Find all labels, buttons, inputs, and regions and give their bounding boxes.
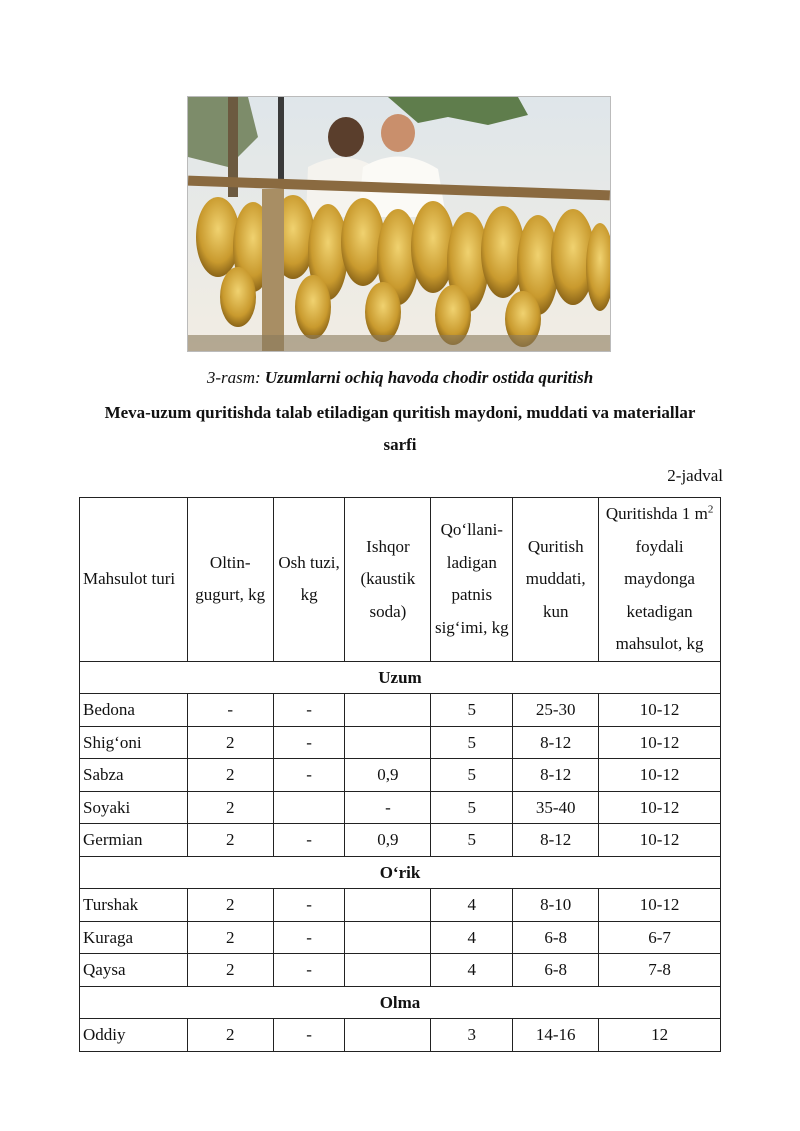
- header-row: [80, 498, 721, 662]
- figure-number: 3-rasm:: [206, 368, 261, 387]
- col-header-yield-per-m2: Quritishda 1 $m^2$ foydali maydonga ketadigan mahsulot, kg: [599, 498, 721, 662]
- col-header-alkali: Ishqor (kaustik soda): [345, 498, 431, 662]
- table-title: Meva-uzum quritishda talab etiladigan quritish maydoni, muddati va materiallar sarfi: [104, 403, 696, 454]
- table-row: Bedona - - 5 25-30 10-12: [80, 694, 721, 727]
- col-header-salt: Osh tuzi, kg: [273, 498, 345, 662]
- drying-table: [79, 497, 721, 1052]
- group-row-orik: [80, 856, 721, 889]
- group-label: O‘rik: [80, 856, 721, 889]
- photo-grapes-drying: [187, 96, 611, 352]
- table-row: Germian 2 - 0,9 5 8-12 10-12: [80, 824, 721, 857]
- table-row: Oddiy 2 - 3 14-16 12: [80, 1019, 721, 1052]
- table-row: Shig‘oni 2 - 5 8-12 10-12: [80, 726, 721, 759]
- group-label: Uzum: [80, 661, 721, 694]
- col-header-sulfur: Oltin-gugurt, kg: [187, 498, 273, 662]
- col-header-product: Mahsulot turi: [80, 498, 188, 662]
- figure-title: Uzumlarni ochiq havoda chodir ostida quritish: [264, 368, 594, 387]
- table-number: 2-jadval: [667, 466, 723, 485]
- group-label: Olma: [80, 986, 721, 1019]
- figure-caption: [0, 368, 800, 388]
- col-header-drying-time: Quritish muddati, kun: [513, 498, 599, 662]
- group-row-uzum: [80, 661, 721, 694]
- table-row: Sabza 2 - 0,9 5 8-12 10-12: [80, 759, 721, 792]
- group-row-olma: [80, 986, 721, 1019]
- table-row: Soyaki 2 - 5 35-40 10-12: [80, 791, 721, 824]
- table-row: Turshak 2 - 4 8-10 10-12: [80, 889, 721, 922]
- col-header-tray-capacity: Qo‘llani-ladigan patnis sig‘imi, kg: [431, 498, 513, 662]
- table-row: Qaysa 2 - 4 6-8 7-8: [80, 954, 721, 987]
- table-row: Kuraga 2 - 4 6-8 6-7: [80, 921, 721, 954]
